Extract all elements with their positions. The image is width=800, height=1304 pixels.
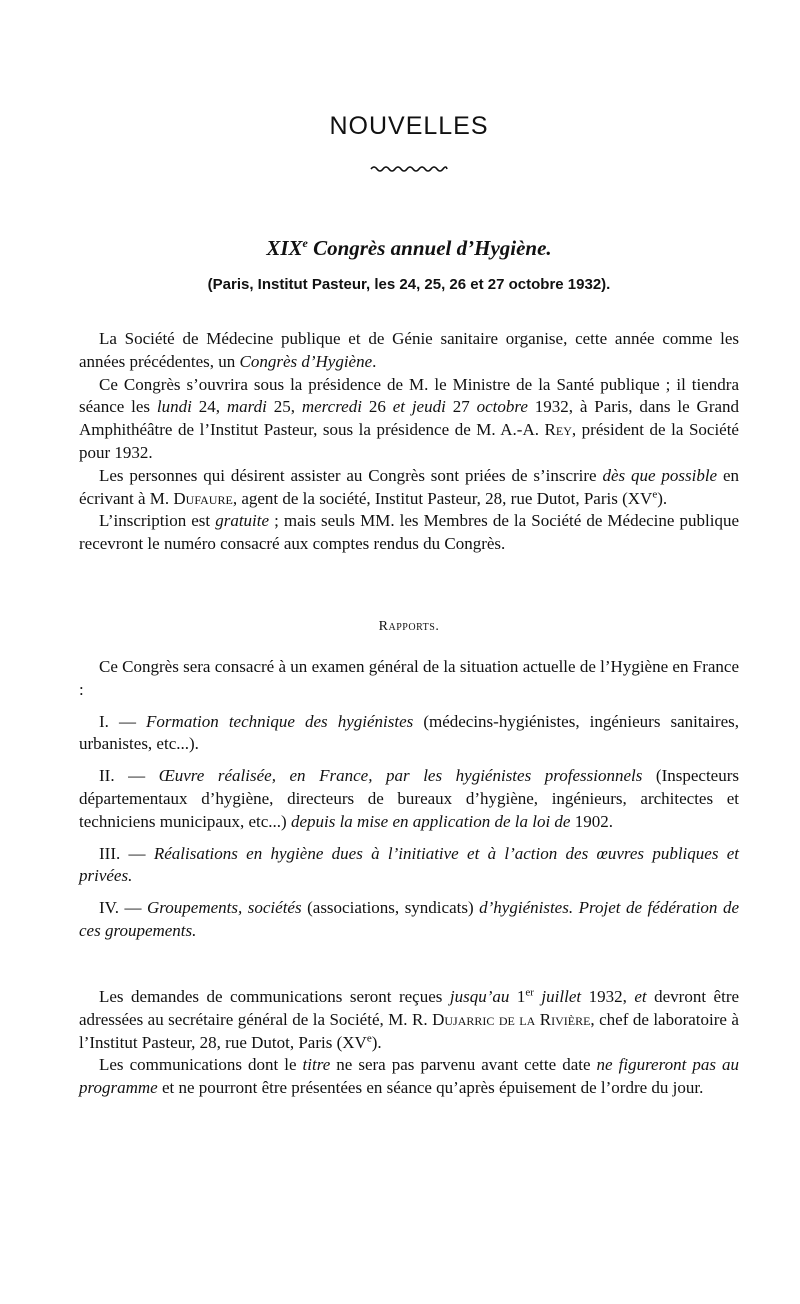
closing-paragraph-2: Les communications dont le titre ne sera pas parvenu avant cette date ne figureront pas au programme et ne pourront être présentées en séance qu’après épuisement de l’ordre du jour. [79, 1055, 739, 1098]
congress-subheading: (Paris, Institut Pasteur, les 24, 25, 26 et 27 octobre 1932). [207, 276, 611, 293]
rapport-item-3: III. — Réalisations en hygiène dues à l’initiative et à l’action des œuvres publiques et privées. [79, 843, 739, 886]
wavy-ornament-icon [79, 161, 739, 179]
intro-paragraph-2: Ce Congrès s’ouvrira sous la présidence de M. le Ministre de la Santé publique ; il tiendra séance les lundi 24, mardi 25, mercredi 26 et jeudi 27 octobre 1932, à Paris, dans le Grand Amphithéâtre de l’Institut Pasteur, sous la présidence de M. A.-A. Rey, président de la Société pour 1932. [79, 374, 740, 462]
intro-section [79, 328, 739, 556]
closing-paragraph-1: Les demandes de communications seront reçues jusqu’au 1er juillet 1932, et devront être adressées au secrétaire général de la Société, M. R. Dujarric de la Rivière, chef de laboratoire à l’Institut Pasteur, 28, rue Dutot, Paris (XVe). [79, 986, 740, 1052]
heading-roman: XIX [266, 236, 303, 260]
heading-sup: e [302, 236, 308, 250]
rapports-heading: Rapports. [378, 619, 440, 634]
page-title: NOUVELLES [329, 112, 489, 140]
intro-paragraph-1: La Société de Médecine publique et de Génie sanitaire organise, cette année comme les années précédentes, un Congrès d’Hygiène. [79, 329, 739, 371]
rapport-item-2: II. — Œuvre réalisée, en France, par les hygiénistes professionnels (Inspecteurs départementaux d’hygiène, directeurs de bureaux d’hygiène, ingénieurs, architectes et techniciens municipaux, etc...) depuis la mise en application de la loi de 1902. [79, 766, 739, 831]
rapport-item-1: I. — Formation technique des hygiénistes (médecins-hygiénistes, ingénieurs sanitaires, urbanistes, etc...). [79, 711, 739, 754]
rapport-item-4: IV. — Groupements, sociétés (associations, syndicats) d’hygiénistes. Projet de fédération de ces groupements. [79, 898, 739, 940]
rapports-lead: Ce Congrès sera consacré à un examen général de la situation actuelle de l’Hygiène en France : [79, 657, 739, 699]
heading-text: Congrès annuel d’Hygiène. [307, 236, 552, 260]
closing-section [79, 986, 739, 1100]
intro-paragraph-3: Les personnes qui désirent assister au Congrès sont priées de s’inscrire dès que possible en écrivant à M. Dufaure, agent de la société, Institut Pasteur, 28, rue Dutot, Paris (XVe). [79, 465, 739, 508]
congress-heading [79, 236, 739, 261]
rapports-section [79, 656, 739, 943]
intro-paragraph-4: L’inscription est gratuite ; mais seuls MM. les Membres de la Société de Médecine publique recevront le numéro consacré aux comptes rendus du Congrès. [79, 511, 740, 554]
